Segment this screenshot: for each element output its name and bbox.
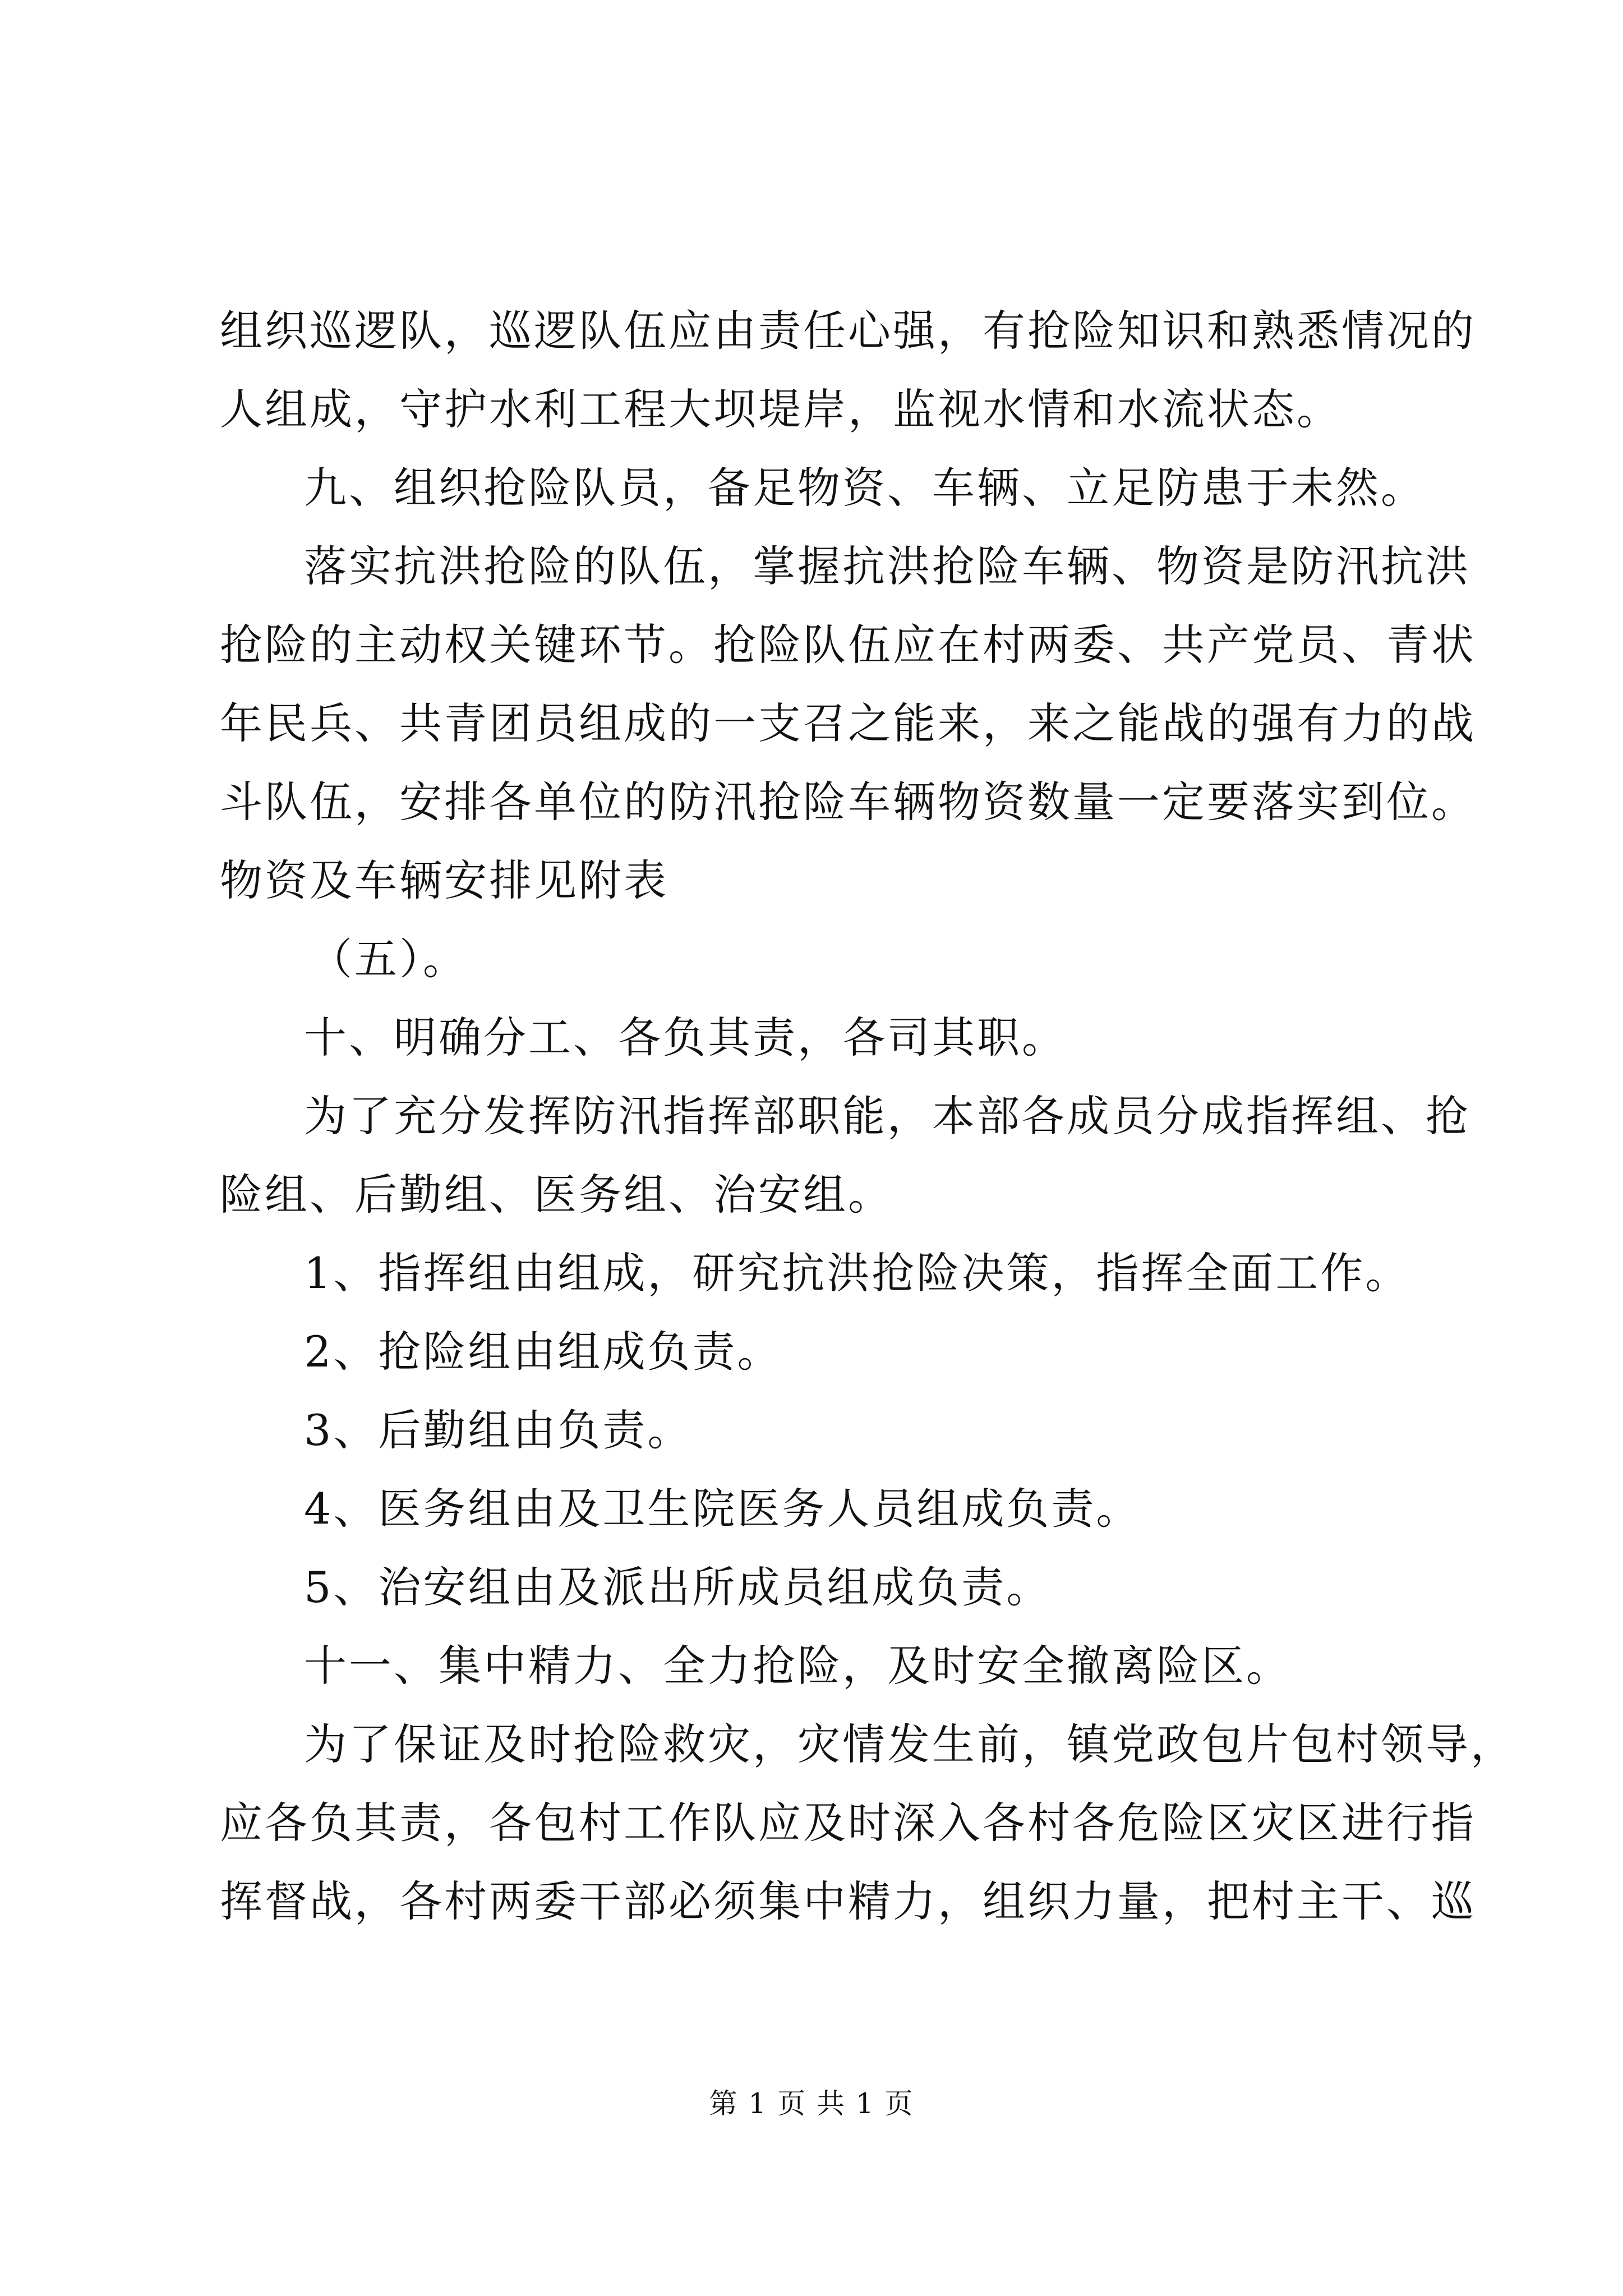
section-heading: 十一、集中精力、全力抢险，及时安全撤离险区。 xyxy=(304,1641,1291,1691)
text-line: 险组、后勤组、医务组、治安组。 xyxy=(220,1170,893,1220)
text-line: 为了充分发挥防汛指挥部职能，本部各成员分成指挥组、抢 xyxy=(304,1091,1470,1141)
section-heading: 九、组织抢险队员，备足物资、车辆、立足防患于未然。 xyxy=(304,463,1426,513)
text-line: 人组成，守护水利工程大坝堤岸，监视水情和水流状态。 xyxy=(220,384,1341,434)
text-line: 为了保证及时抢险救灾，灾情发生前，镇党政包片包村领导， xyxy=(304,1719,1515,1769)
section-heading: 十、明确分工、各负其责，各司其职。 xyxy=(304,1013,1067,1062)
text-line: 斗队伍，安排各单位的防汛抢险车辆物资数量一定要落实到位。 xyxy=(220,777,1476,827)
text-line: 组织巡逻队，巡逻队伍应由责任心强，有抢险知识和熟悉情况的 xyxy=(220,306,1476,356)
list-item: 5、治安组由及派出所成员组成负责。 xyxy=(304,1562,1052,1612)
list-item: 1、指挥组由组成，研究抗洪抢险决策，指挥全面工作。 xyxy=(304,1248,1410,1298)
text-line: 应各负其责，各包村工作队应及时深入各村各危险区灾区进行指 xyxy=(220,1798,1476,1848)
list-item: 4、医务组由及卫生院医务人员组成负责。 xyxy=(304,1484,1141,1534)
text-line: 物资及车辆安排见附表 xyxy=(220,855,668,905)
list-item: 3、后勤组由负责。 xyxy=(304,1405,693,1455)
text-line: 抢险的主动权关键环节。抢险队伍应在村两委、共产党员、青状 xyxy=(220,620,1476,670)
list-item: 2、抢险组由组成负责。 xyxy=(304,1327,782,1377)
text-line: 年民兵、共青团员组成的一支召之能来，来之能战的强有力的战 xyxy=(220,698,1476,748)
text-line: 落实抗洪抢险的队伍，掌握抗洪抢险车辆、物资是防汛抗洪 xyxy=(304,541,1470,591)
text-line: 挥督战，各村两委干部必须集中精力，组织力量，把村主干、巡 xyxy=(220,1876,1476,1926)
text-line: （五）。 xyxy=(310,934,468,984)
page-footer: 第 1 页 共 1 页 xyxy=(709,2087,914,2120)
